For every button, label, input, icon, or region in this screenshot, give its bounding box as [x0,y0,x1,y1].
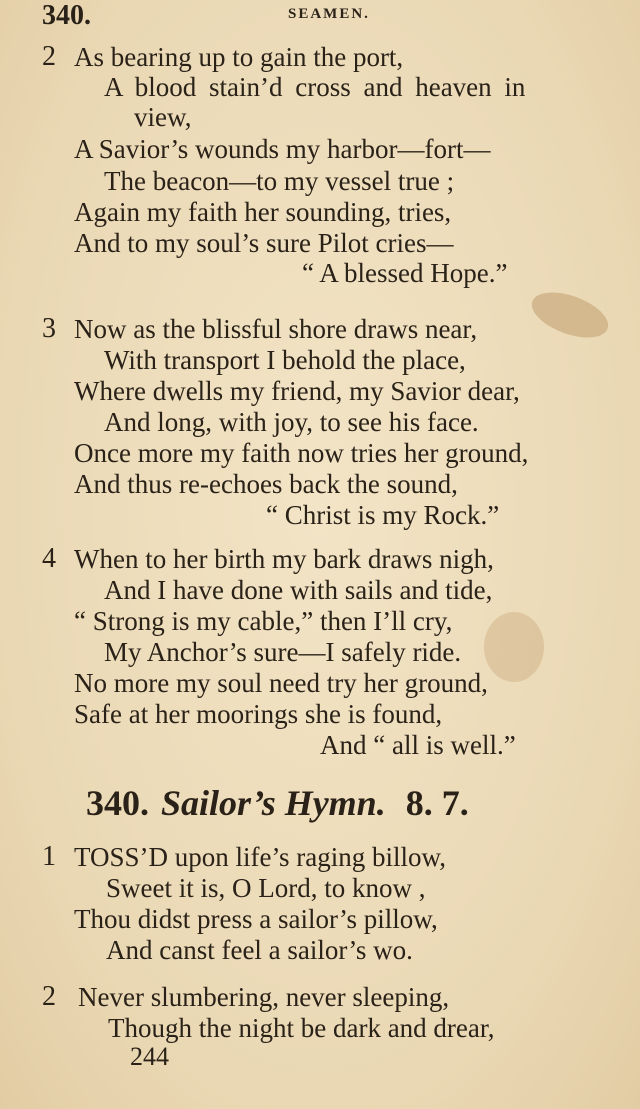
verse-line: TOSS’D upon life’s raging billow, [74,842,446,872]
verse-refrain: “ A blessed Hope.” [302,258,508,288]
verse-line: Once more my faith now tries her ground, [74,438,529,468]
verse-line: Now as the blissful shore draws near, [74,314,478,344]
page-number: 244 [130,1042,169,1071]
hymn-meter: 8. 7. [405,783,469,823]
verse-line: And thus re-echoes back the sound, [74,469,458,499]
stanza-number: 1 [42,841,56,872]
stanza-number: 3 [42,313,56,344]
verse-line: Safe at her moorings she is found, [74,699,443,729]
verse-refrain: And “ all is well.” [320,730,516,760]
paper-stain [526,283,614,346]
verse-line: A Savior’s wounds my harbor—fort— [74,134,491,164]
hymn-number: 340. [86,783,149,823]
verse-line: When to her birth my bark draws nigh, [74,544,494,574]
verse-line: Though the night be dark and drear, [108,1013,495,1043]
verse-line: As bearing up to gain the port, [74,42,404,72]
verse-line: Thou didst press a sailor’s pillow, [74,904,438,934]
running-header-title: SEAMEN. [288,6,370,22]
verse-line: And I have done with sails and tide, [104,575,493,605]
stanza-number: 4 [42,543,56,574]
hymn-title [86,782,469,824]
verse-refrain: “ Christ is my Rock.” [266,500,500,530]
paper-stain [484,612,544,682]
verse-line: view, [134,102,192,132]
verse-line: Again my faith her sounding, tries, [74,197,452,227]
header-hymn-number: 340. [42,0,91,31]
verse-line: Sweet it is, O Lord, to know , [106,873,426,903]
verse-line: And to my soul’s sure Pilot cries— [74,228,454,258]
verse-line: Where dwells my friend, my Savior dear, [74,376,520,406]
verse-line: And long, with joy, to see his face. [104,407,479,437]
verse-line: Never slumbering, never sleeping, [78,982,450,1012]
stanza-number: 2 [42,981,56,1012]
stanza-number: 2 [42,41,56,72]
verse-line: A blood stain’d cross and heaven in [104,72,526,102]
verse-line: No more my soul need try her ground, [74,668,488,698]
hymn-name: Sailor’s Hymn. [161,783,386,823]
verse-line: My Anchor’s sure—I safely ride. [104,637,462,667]
verse-line: The beacon—to my vessel true ; [104,166,455,196]
verse-line: With transport I behold the place, [104,345,466,375]
verse-line: And canst feel a sailor’s wo. [106,935,413,965]
verse-line: “ Strong is my cable,” then I’ll cry, [74,606,453,636]
